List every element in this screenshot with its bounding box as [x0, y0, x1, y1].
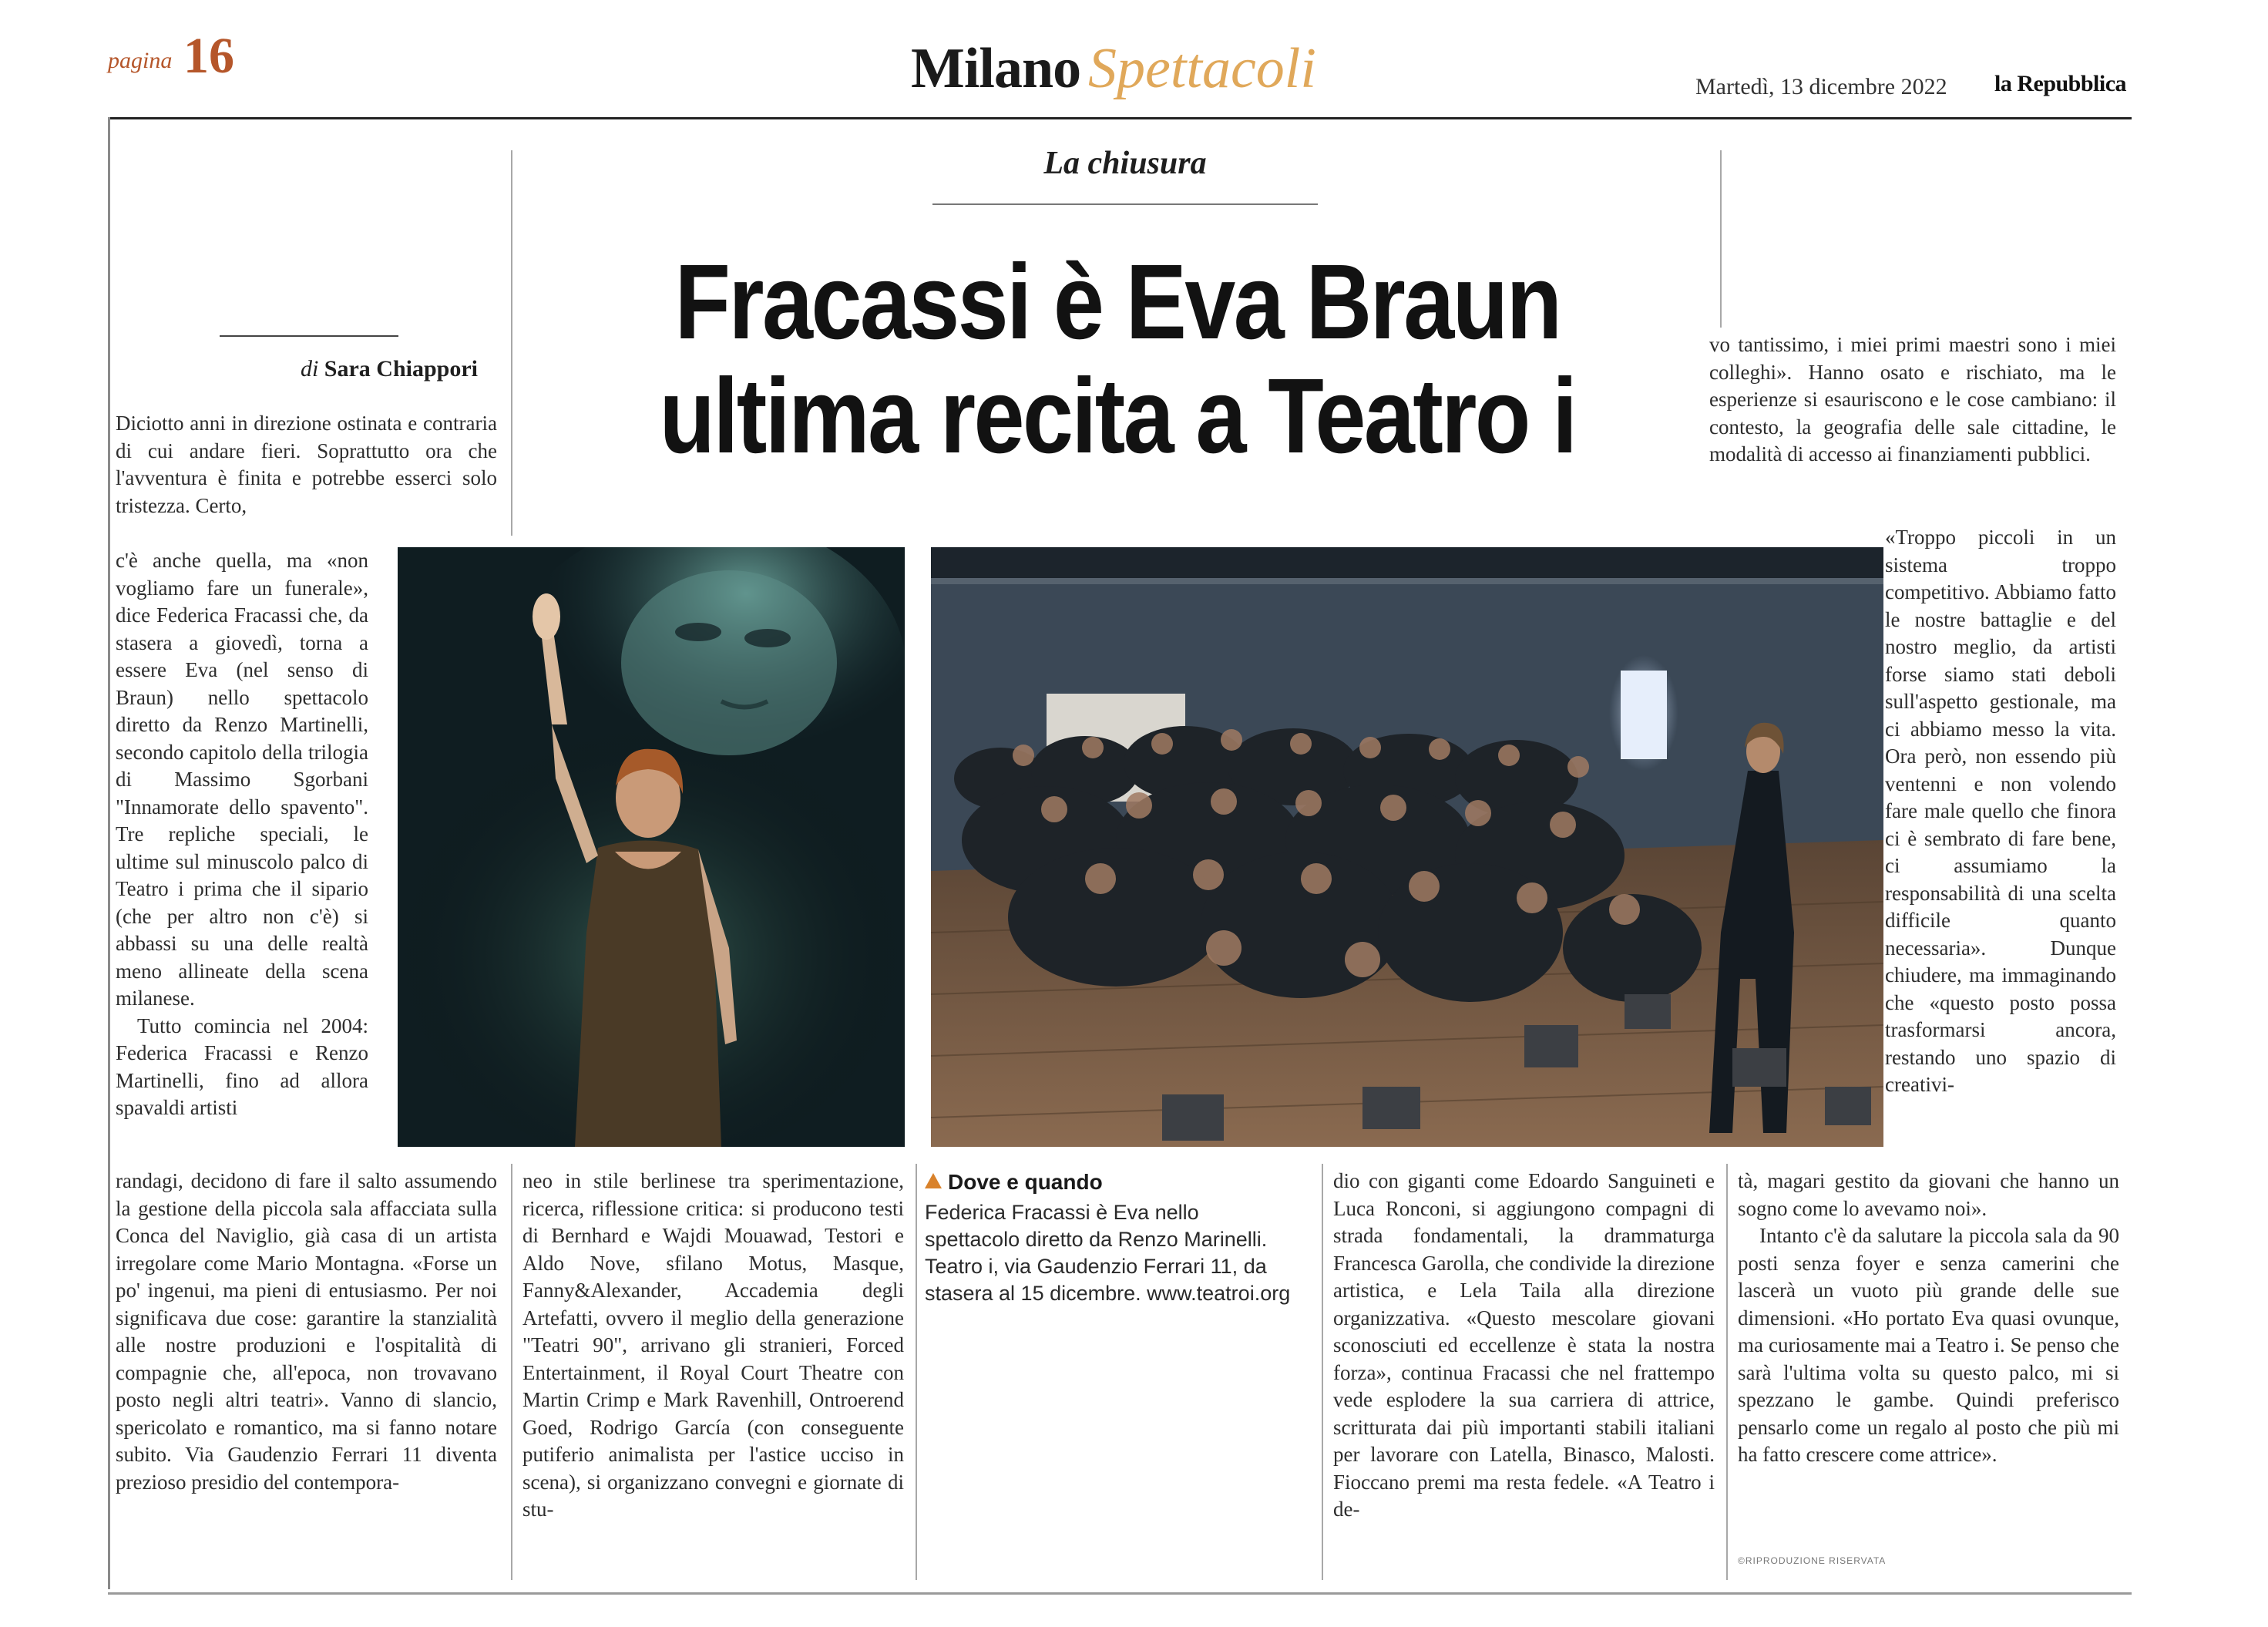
body-column-bottom-1 [116, 1168, 497, 1576]
byline-author: Sara Chiappori [324, 356, 478, 382]
paragraph: Tutto comincia nel 2004: Federica Fracassi e Renzo Martinelli, fino ad allora spavaldi artisti [116, 1014, 368, 1119]
body-column-1-top [116, 410, 497, 519]
paragraph: tà, magari gestito da giovani che hanno un sogno come lo avevamo noi». [1738, 1169, 2119, 1220]
column-divider [511, 1164, 512, 1580]
article-headline [607, 243, 1628, 476]
kicker-rule [932, 203, 1318, 205]
column-divider [1322, 1164, 1323, 1580]
section-title: Milano [911, 37, 1081, 100]
pagina-label: pagina [108, 48, 173, 73]
subsection-title: Spettacoli [1088, 37, 1316, 100]
paragraph: Diciotto anni in direzione ostinata e contraria di cui andare fieri. Soprattutto ora che l'avventura è finita e potrebbe esserci solo tristezza. Certo, [116, 412, 497, 517]
body-column-right-top [1709, 331, 2116, 469]
audience-photo-illustration [931, 547, 1883, 1147]
paragraph: neo in stile berlinese tra sperimentazione, ricerca, riflessione critica: si producono testi di Bernhard e Wajdi Mouawad, Testori e Aldo Nove, sfilano Motus, Masque, Fanny&Alexander, Accademia degli Artefatti, ovvero il meglio della generazione "Teatri 90", arrivano gli stranieri, Forced Entertainment, il Royal Court Theatre con Martin Crimp e Mark Ravenhill, Ontroerend Goed, Rodrigo García (con conseguente putiferio animalista per l'astice ucciso in scena), si organizzano convegni e giornate di stu- [522, 1169, 904, 1521]
actress-photo-illustration [398, 547, 905, 1147]
body-column-bottom-4 [1333, 1168, 1715, 1576]
paragraph: dio con giganti come Edoardo Sanguineti e Luca Ronconi, si aggiungono compagni di strada fondamentali, la drammaturga Francesca Garolla, che condivide la direzione artistica, e Lela Taila alla direzione organizzativa. «Questo mescolare giovani sconosciuti ed eccellenze è stata la nostra forza», continua Fracassi che nel frattempo vede esplodere la sua carriera di attrice, scritturata dai più importanti stabili italiani per lavorare con Latella, Binasco, Malosti. Fioccano premi ma resta fedele. «A Teatro i de- [1333, 1169, 1715, 1521]
byline [116, 356, 478, 382]
infobox-title-text: Dove e quando [948, 1170, 1103, 1194]
body-column-bottom-2 [522, 1168, 904, 1576]
photo-actress-on-stage [398, 547, 905, 1147]
column-divider [1720, 150, 1722, 328]
paragraph: c'è anche quella, ma «non vogliamo fare un funerale», dice Federica Fracassi che, da stasera a giovedì, torna a essere Eva (nel senso di Braun) nello spettacolo diretto da Renzo Martinelli, secondo capitolo della trilogia di Massimo Sgorbani "Innamorate dello spavento". Tre repliche speciali, le ultime sul minuscolo palco di Teatro i prima che il sipario (che per altro non c'è) si abbassi su una delle realtà meno allineate della scena milanese. [116, 549, 368, 1010]
photo-theatre-audience [931, 547, 1883, 1147]
paragraph: «Troppo piccoli in un sistema troppo competitivo. Abbiamo fatto le nostre battaglie e del nostro meglio, da artisti forse siamo stati deboli sull'aspetto gestionale, ma ci abbiamo messo la vita. Ora però, non essendo più ventenni e non volendo fare male quello che finora ci è sembrato di fare bene, ci assumiamo la responsabilità di una scelta difficile quanto necessaria». Dunque chiudere, ma immaginando che «questo posto possa trasformarsi ancora, restando uno spazio di creativi- [1885, 526, 2116, 1096]
paragraph: Intanto c'è da salutare la piccola sala da 90 posti senza foyer e senza camerini che lascerà un vuoto più grande delle sue dimensioni. «Ho portato Eva quasi ovunque, ma curiosamente mai a Teatro i. Se penso che sarà l'ultima volta su questo palco, mi si spezzano le gambe. Quindi preferisco pensarlo come un regalo al posto che più mi ha fatto crescere come attrice». [1738, 1224, 2119, 1466]
article-kicker: La chiusura [1043, 146, 1207, 181]
newspaper-masthead: la Repubblica [1994, 71, 2127, 96]
bottom-rule [108, 1592, 2132, 1595]
column-divider [1726, 1164, 1728, 1580]
page-number: 16 [183, 28, 234, 84]
paragraph: vo tantissimo, i miei primi maestri sono i miei colleghi». Hanno osato e rischiato, ma le esperienze si esauriscono e le cose cambiano: il contesto, la geografia delle sale cittadine, le modalità di accesso ai finanziamenti pubblici. [1709, 333, 2116, 466]
infobox-title [925, 1170, 1103, 1195]
byline-prefix: di [300, 356, 319, 382]
paragraph: randagi, decidono di fare il salto assumendo la gestione della piccola sala affacciata sulla Conca del Naviglio, già casa di un artista irregolare come Mario Montagna. «Forse un po' ingenui, ma pieni di entusiasmo. Per noi significava due cose: garantire la stanzialità alle nostre produzioni e l'ospitalità di compagnie che, all'epoca, non trovavano posto negli altri teatri». Vanno di slancio, spericolato e romantico, ma si fanno notare subito. Via Gaudenzio Ferrari 11 diventa prezioso presidio del contempora- [116, 1169, 497, 1494]
body-column-1-narrow [116, 547, 368, 1122]
triangle-icon [925, 1173, 942, 1188]
issue-date: Martedì, 13 dicembre 2022 [1695, 74, 1947, 99]
body-column-bottom-5 [1738, 1168, 2119, 1553]
headline-line-1: Fracassi è Eva Braun [674, 243, 1561, 361]
left-rule [108, 117, 110, 1589]
column-divider [511, 150, 512, 536]
infobox-text: Federica Fracassi è Eva nello spettacolo diretto da Renzo Marinelli. Teatro i, via Gaudenzio Ferrari 11, da stasera al 15 dicembre. www.teatroi.org [925, 1201, 1291, 1305]
body-column-right-narrow [1885, 524, 2116, 1099]
headline-line-2: ultima recita a Teatro i [659, 357, 1576, 476]
byline-rule [220, 335, 398, 337]
copyright-notice: ©RIPRODUZIONE RISERVATA [1738, 1555, 1887, 1566]
top-rule [108, 117, 2132, 119]
column-divider [916, 1164, 917, 1580]
